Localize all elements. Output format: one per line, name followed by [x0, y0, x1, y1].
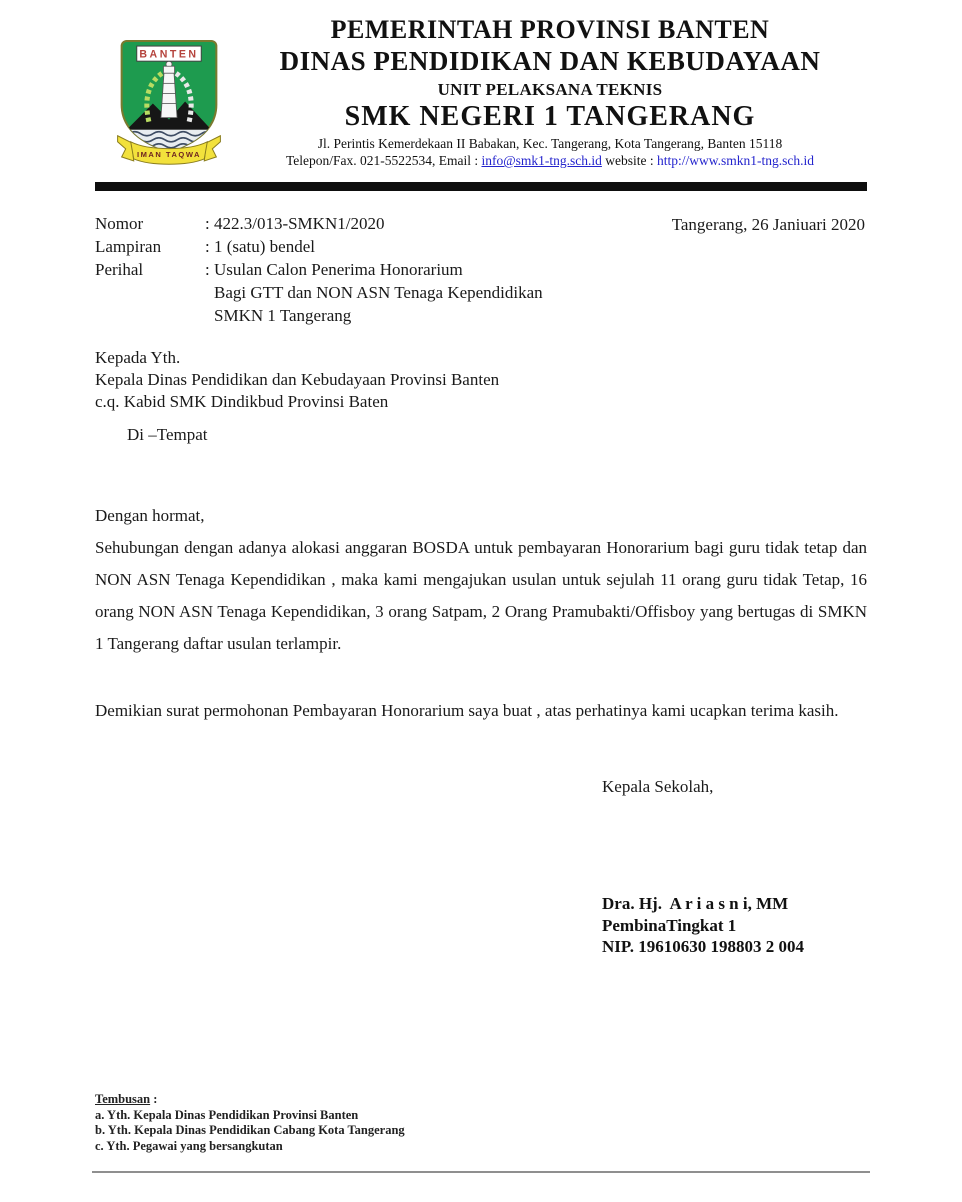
letterhead-contact — [238, 152, 862, 169]
meta-value: : Usulan Calon Penerima Honorarium — [205, 260, 463, 279]
meta-row-perihal — [95, 258, 867, 281]
meta-value: : 422.3/013-SMKN1/2020 — [205, 214, 385, 233]
footer-divider — [92, 1171, 870, 1173]
meta-label: Lampiran — [95, 237, 162, 256]
body-salutation: Dengan hormat, — [95, 506, 205, 525]
cc-heading-colon: : — [150, 1092, 158, 1106]
email-link[interactable]: info@smk1-tng.sch.id — [481, 153, 602, 168]
crest-lighthouse — [161, 61, 177, 117]
letterhead-unit: UNIT PELAKSANA TEKNIS — [437, 80, 663, 99]
meta-label: Nomor — [95, 214, 144, 233]
letterhead-divider — [95, 182, 867, 191]
signature-block — [602, 893, 804, 958]
body-paragraph-2: Demikian surat permohonan Pembayaran Honorarium saya buat , atas perhatinya kami ucapkan terima kasih. — [95, 701, 839, 720]
cc-item: b. Yth. Kepala Dinas Pendidikan Cabang Kota Tangerang — [95, 1123, 405, 1137]
body-paragraph-1: Sehubungan dengan adanya alokasi anggaran BOSDA untuk pembayaran Honorarium bagi guru tidak tetap dan NON ASN Tenaga Kependidikan , maka kami mengajukan usulan untuk sejulah 11 orang guru tidak Tetap, 16 orang NON ASN Tenaga Kependidikan, 3 orang Satpam, 2 Orang Pramubakti/Offisboy yang bertugas di SMKN 1 Tangerang daftar usulan terlampir. — [95, 538, 867, 653]
cc-item: c. Yth. Pegawai yang bersangkutan — [95, 1138, 283, 1153]
letter-meta — [95, 212, 867, 327]
closing-title: Kepala Sekolah, — [602, 777, 714, 796]
signer-rank: PembinaTingkat 1 — [602, 915, 737, 935]
cc-heading — [95, 1092, 405, 1108]
meta-label: Perihal — [95, 260, 144, 279]
meta-row-perihal-cont: Bagi GTT dan NON ASN Tenaga Kependidikan — [214, 283, 543, 302]
recipient-place: Di –Tempat — [127, 425, 208, 444]
recipient-salute: Kepada Yth. — [95, 348, 181, 367]
crest-banner-text: BANTEN — [139, 48, 199, 61]
letter-date: Tangerang, 26 Janiuari 2020 — [671, 215, 865, 234]
meta-value: : 1 (satu) bendel — [205, 237, 315, 256]
website-link[interactable]: http://www.smkn1-tng.sch.id — [657, 153, 815, 168]
letterhead-address: Jl. Perintis Kemerdekaan II Babakan, Kec. Tangerang, Kota Tangerang, Banten 15118 — [317, 136, 783, 151]
contact-website-label: website : — [601, 153, 658, 168]
banten-crest-logo — [116, 37, 222, 168]
signer-nip: NIP. 19610630 198803 2 004 — [602, 937, 804, 956]
cc-item: a. Yth. Kepala Dinas Pendidikan Provinsi Banten — [95, 1107, 359, 1122]
recipient-cq: c.q. Kabid SMK Dindikbud Provinsi Baten — [95, 392, 389, 411]
recipient-block — [95, 347, 735, 413]
contact-phone-label: Telepon/Fax. 021-5522534, Email : — [285, 153, 482, 168]
meta-row-lampiran — [95, 235, 867, 258]
letterhead-school-name: SMK NEGERI 1 TANGERANG — [344, 101, 756, 132]
cc-block — [95, 1092, 405, 1154]
recipient-name: Kepala Dinas Pendidikan dan Kebudayaan Provinsi Banten — [95, 370, 500, 389]
cc-heading-word: Tembusan — [95, 1092, 151, 1106]
crest-ribbon-text: IMAN TAQWA — [136, 149, 202, 159]
letterhead-government: PEMERINTAH PROVINSI BANTEN — [330, 15, 770, 44]
letter-body — [95, 500, 867, 724]
meta-row-perihal-cont: SMKN 1 Tangerang — [214, 306, 352, 325]
letterhead-department: DINAS PENDIDIKAN DAN KEBUDAYAAN — [279, 46, 821, 76]
signer-name: Dra. Hj. A r i a s n i, MM — [602, 894, 789, 913]
letterhead — [238, 14, 862, 169]
